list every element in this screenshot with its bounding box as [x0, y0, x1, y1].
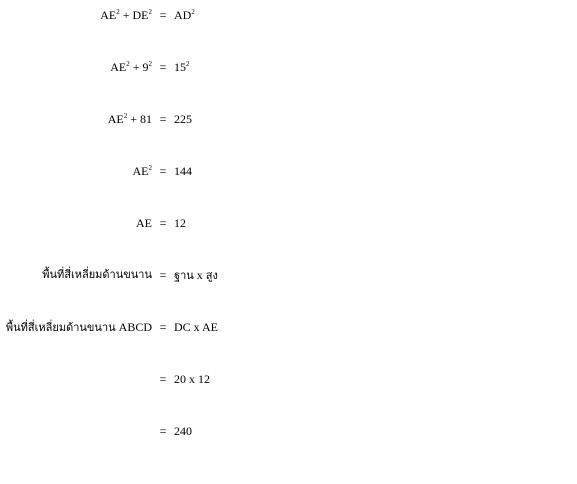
term-de: DE [132, 8, 149, 22]
operator-plus-81: + 81 [127, 112, 152, 126]
equation-lhs [6, 317, 152, 338]
equation-lhs: พื้นที่สี่เหลี่ยมด้านขนาน [42, 268, 152, 281]
equation-rhs [174, 57, 190, 79]
equals-sign: = [159, 164, 167, 178]
equation-row-area-abcd [0, 317, 577, 337]
equation-row-pythagoras [0, 5, 577, 25]
equation-rhs: DC x AE [174, 320, 219, 334]
operator-plus: + [129, 60, 143, 74]
equation-rhs: 144 [174, 164, 192, 178]
equals-sign: = [159, 268, 167, 282]
exponent: 2 [123, 112, 128, 120]
equals-sign: = [159, 424, 167, 438]
equals-sign: = [159, 112, 167, 126]
term-nine: 9 [142, 60, 149, 74]
area-label: พื้นที่สี่เหลี่ยมด้านขนาน [5, 321, 116, 334]
equation-rhs [174, 5, 195, 27]
equation-row-values [0, 369, 577, 389]
exponent: 2 [148, 60, 152, 68]
term-ae: AE [132, 164, 149, 178]
equation-lhs: AE [136, 216, 152, 230]
equation-rhs: 12 [174, 216, 186, 230]
equation-row-substitute [0, 57, 577, 77]
equation-lhs [108, 109, 152, 131]
shape-label: ABCD [115, 320, 152, 334]
exponent: 2 [126, 60, 130, 68]
equation-rhs: 20 x 12 [174, 372, 210, 386]
term-ad: AD [174, 8, 192, 22]
equation-rhs: 240 [174, 424, 192, 438]
exponent: 2 [186, 60, 190, 68]
equation-row-result [0, 421, 577, 441]
term-ae: AE [100, 8, 117, 22]
equation-rhs [174, 265, 218, 286]
equals-sign: = [159, 216, 167, 230]
operator-plus: + [119, 8, 133, 22]
exponent: 2 [116, 8, 120, 16]
equals-sign: = [159, 320, 167, 334]
term-height: สูง [205, 269, 218, 282]
equation-row-root [0, 213, 577, 233]
operator-times: x [193, 268, 206, 282]
exponent: 2 [148, 8, 152, 16]
equation-row-isolate [0, 161, 577, 181]
term-ae: AE [107, 112, 124, 126]
equals-sign: = [159, 372, 167, 386]
equation-row-area-formula [0, 265, 577, 285]
term-fifteen: 15 [174, 60, 186, 74]
equation-lhs [133, 161, 153, 183]
exponent: 2 [148, 164, 152, 172]
equation-lhs [100, 5, 152, 27]
term-base: ฐาน [174, 269, 194, 282]
equation-lhs [110, 57, 152, 79]
term-ae: AE [110, 60, 127, 74]
equals-sign: = [159, 60, 167, 74]
equals-sign: = [159, 8, 167, 22]
equation-row-evaluate [0, 109, 577, 129]
equation-rhs: 225 [174, 112, 192, 126]
exponent: 2 [191, 8, 195, 16]
